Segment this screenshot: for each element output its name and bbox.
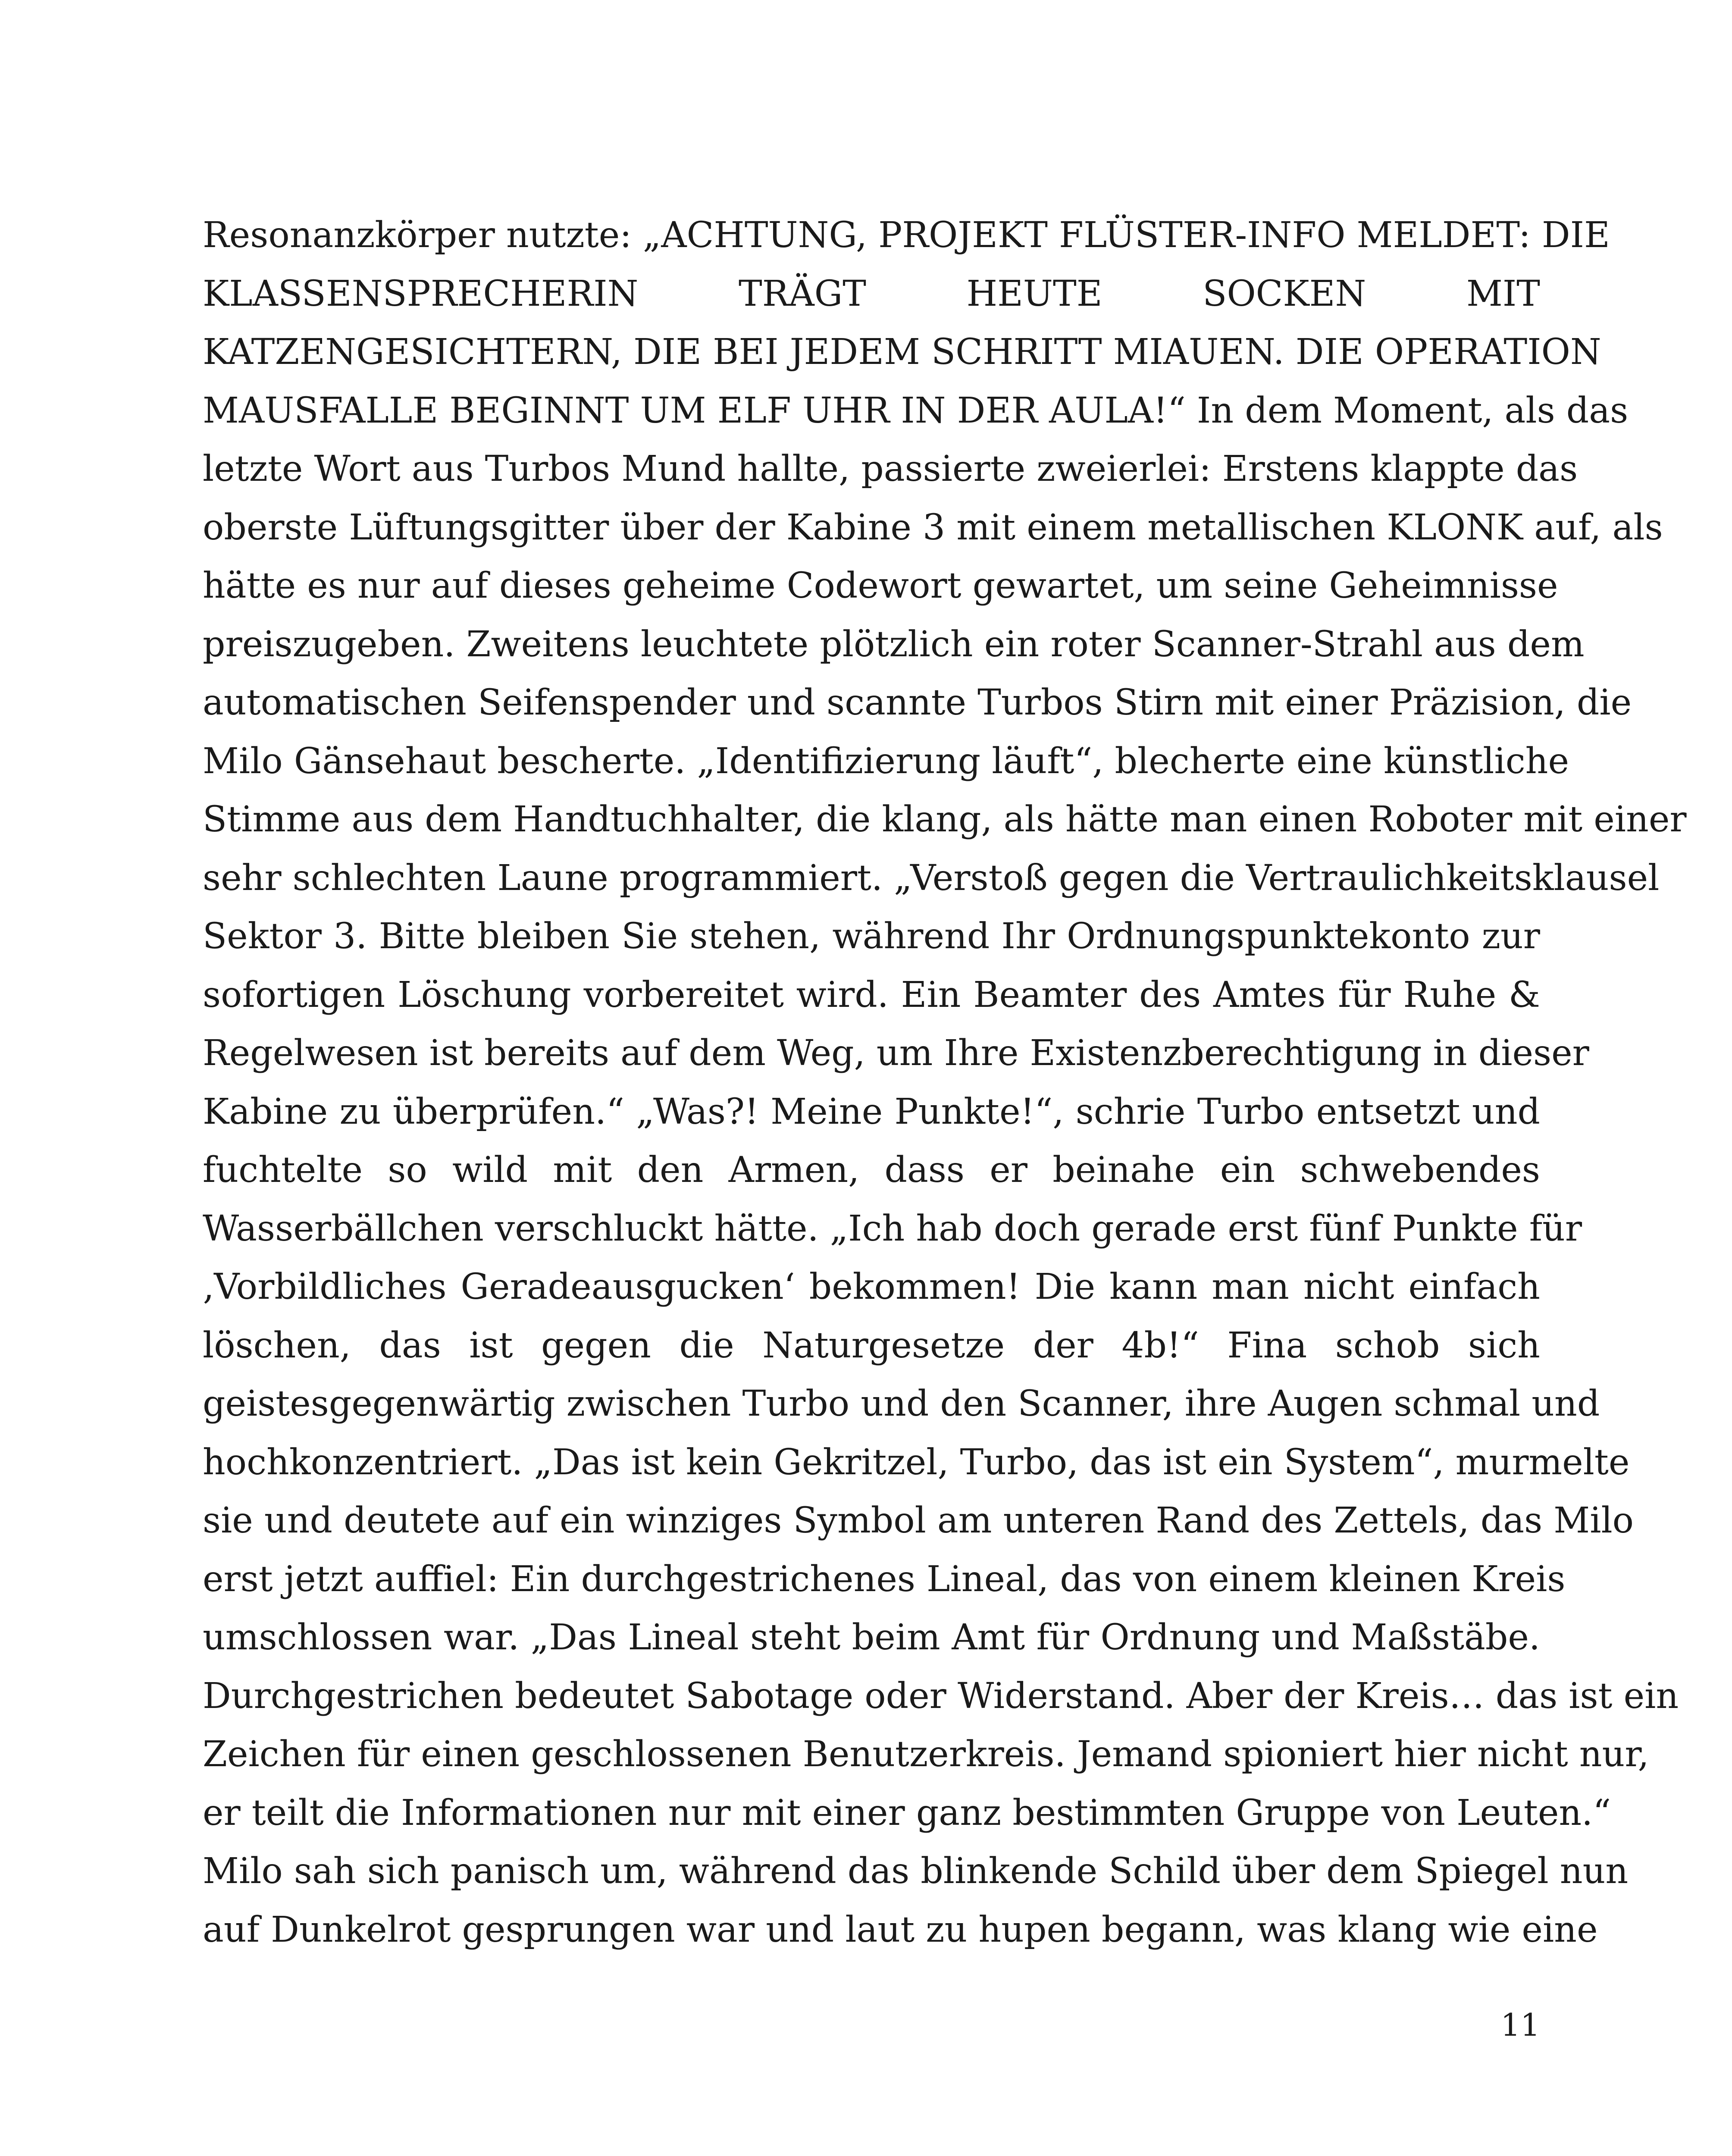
text-line: oberste Lüftungsgitter über der Kabine 3 mit einem metallischen KLONK auf, als [203, 507, 1663, 548]
text-line: auf Dunkelrot gesprungen war und laut zu hupen begann, was klang wie eine [203, 1909, 1598, 1950]
text-line: Regelwesen ist bereits auf dem Weg, um Ihre Existenzberechtigung in dieser [203, 1033, 1589, 1074]
text-line: Kabine zu überprüfen.“ „Was?! Meine Punkte!“, schrie Turbo entsetzt und [203, 1091, 1540, 1132]
text-line: automatischen Seifenspender und scannte Turbos Stirn mit einer Präzision, die [203, 682, 1632, 723]
page-number: 11 [1500, 2007, 1540, 2043]
text-line: MAUSFALLE BEGINNT UM ELF UHR IN DER AULA!“ In dem Moment, als das [203, 390, 1629, 431]
text-line: Milo sah sich panisch um, während das blinkende Schild über dem Spiegel nun [203, 1851, 1629, 1892]
text-line: geistesgegenwärtig zwischen Turbo und den Scanner, ihre Augen schmal und [203, 1383, 1600, 1424]
text-line: KLASSENSPRECHERIN TRÄGT HEUTE SOCKEN MIT [203, 273, 1540, 314]
text-line: Durchgestrichen bedeutet Sabotage oder Widerstand. Aber der Kreis… das ist ein [203, 1675, 1679, 1717]
text-line: preiszugeben. Zweitens leuchtete plötzlich ein roter Scanner-Strahl aus dem [203, 624, 1585, 665]
text-line: Resonanzkörper nutzte: „ACHTUNG, PROJEKT FLÜSTER-INFO MELDET: DIE [203, 215, 1610, 256]
text-line: Milo Gänsehaut bescherte. „Identifizierung läuft“, blecherte eine künstliche [203, 740, 1569, 782]
text-line: Sektor 3. Bitte bleiben Sie stehen, während Ihr Ordnungspunktekonto zur [203, 916, 1540, 957]
text-line: fuchtelte so wild mit den Armen, dass er beinahe ein schwebendes [203, 1150, 1540, 1191]
text-line: er teilt die Informationen nur mit einer ganz bestimmten Gruppe von Leuten.“ [203, 1792, 1611, 1833]
text-line: sie und deutete auf ein winziges Symbol am unteren Rand des Zettels, das Milo [203, 1500, 1634, 1541]
text-line: KATZENGESICHTERN, DIE BEI JEDEM SCHRITT MIAUEN. DIE OPERATION [203, 332, 1601, 373]
text-line: Wasserbällchen verschluckt hätte. „Ich hab doch gerade erst fünf Punkte für [203, 1208, 1582, 1249]
text-line: erst jetzt auffiel: Ein durchgestrichenes Lineal, das von einem kleinen Kreis [203, 1558, 1566, 1600]
text-line: sehr schlechten Laune programmiert. „Verstoß gegen die Vertraulichkeitsklausel [203, 857, 1660, 899]
text-line: hätte es nur auf dieses geheime Codewort gewartet, um seine Geheimnisse [203, 565, 1558, 606]
text-line: sofortigen Löschung vorbereitet wird. Ein Beamter des Amtes für Ruhe & [203, 974, 1540, 1015]
text-line: Zeichen für einen geschlossenen Benutzerkreis. Jemand spioniert hier nicht nur, [203, 1734, 1649, 1775]
text-line: ‚Vorbildliches Geradeausgucken‘ bekommen! Die kann man nicht einfach [203, 1266, 1540, 1307]
text-line: Stimme aus dem Handtuchhalter, die klang, als hätte man einen Roboter mit einer [203, 799, 1687, 840]
text-line: letzte Wort aus Turbos Mund hallte, passierte zweierlei: Erstens klappte das [203, 448, 1578, 489]
text-line: umschlossen war. „Das Lineal steht beim Amt für Ordnung und Maßstäbe. [203, 1617, 1540, 1658]
text-line: hochkonzentriert. „Das ist kein Gekritzel, Turbo, das ist ein System“, murmelte [203, 1442, 1630, 1483]
body-text [203, 206, 1687, 1959]
text-line: löschen, das ist gegen die Naturgesetze der 4b!“ Fina schob sich [203, 1325, 1540, 1366]
